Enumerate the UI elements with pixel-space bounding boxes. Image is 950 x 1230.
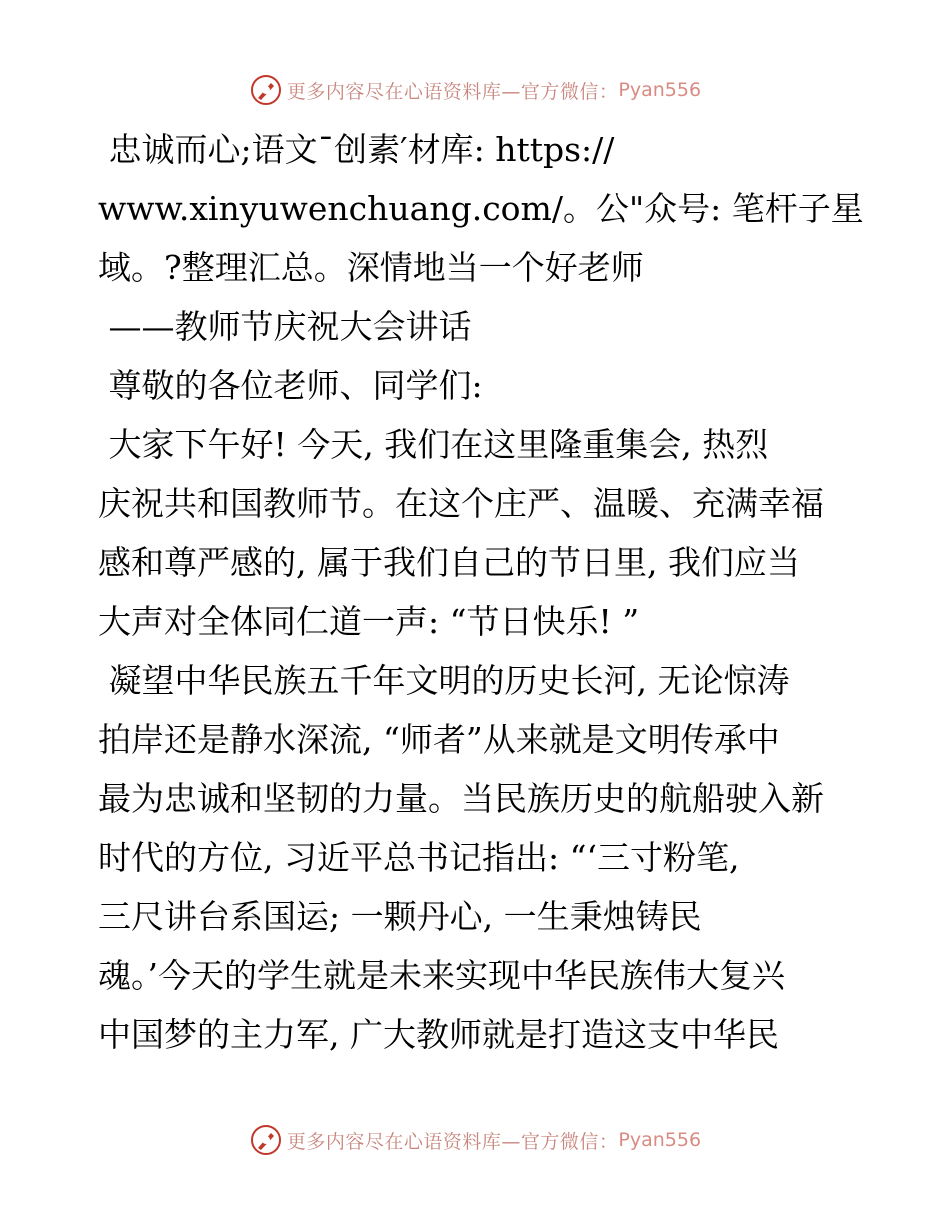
text-line: 域。?整理汇总。深情地当一个好老师	[98, 248, 644, 287]
salutation-line: 尊敬的各位老师、同学们:	[98, 366, 483, 405]
text-line: 三尺讲台系国运; 一颗丹心, 一生秉烛铸民	[98, 897, 702, 936]
watermark-account: Pyan556	[618, 1129, 702, 1151]
footer-watermark	[0, 1120, 950, 1160]
subtitle-line: ——教师节庆祝大会讲话	[98, 307, 472, 346]
header-watermark	[0, 70, 950, 110]
text-line: www.xinyuwenchuang.com/。公"众号: 笔杆子星	[98, 189, 864, 228]
watermark-text: 更多内容尽在心语资料库—官方微信：	[286, 1130, 619, 1153]
text-line: 最为忠诚和坚韧的力量。当民族历史的航船驶入新	[98, 779, 824, 818]
text-line: 大声对全体同仁道一声: “节日快乐! ”	[98, 602, 640, 641]
text-line: 中国梦的主力军, 广大教师就是打造这支中华民	[98, 1015, 779, 1054]
document-body	[98, 120, 864, 1064]
text-line: 大家下午好! 今天, 我们在这里隆重集会, 热烈	[98, 425, 769, 464]
text-line: 拍岸还是静水深流, “师者”从来就是文明传承中	[98, 720, 780, 759]
text-line: 凝望中华民族五千年文明的历史长河, 无论惊涛	[98, 661, 790, 700]
text-line: 魂。’今天的学生就是未来实现中华民族伟大复兴	[98, 956, 785, 995]
text-line: 感和尊严感的, 属于我们自己的节日里, 我们应当	[98, 543, 800, 582]
pen-logo-icon	[249, 1123, 283, 1157]
text-line: 忠诚而心;语文¯创素′材库: https://	[98, 130, 615, 169]
text-line: 庆祝共和国教师节。在这个庄严、温暖、充满幸福	[98, 484, 824, 523]
watermark-account: Pyan556	[618, 79, 702, 101]
text-line: 时代的方位, 习近平总书记指出: “‘三寸粉笔,	[98, 838, 740, 877]
watermark-text: 更多内容尽在心语资料库—官方微信：	[286, 80, 619, 103]
pen-logo-icon	[249, 73, 283, 107]
